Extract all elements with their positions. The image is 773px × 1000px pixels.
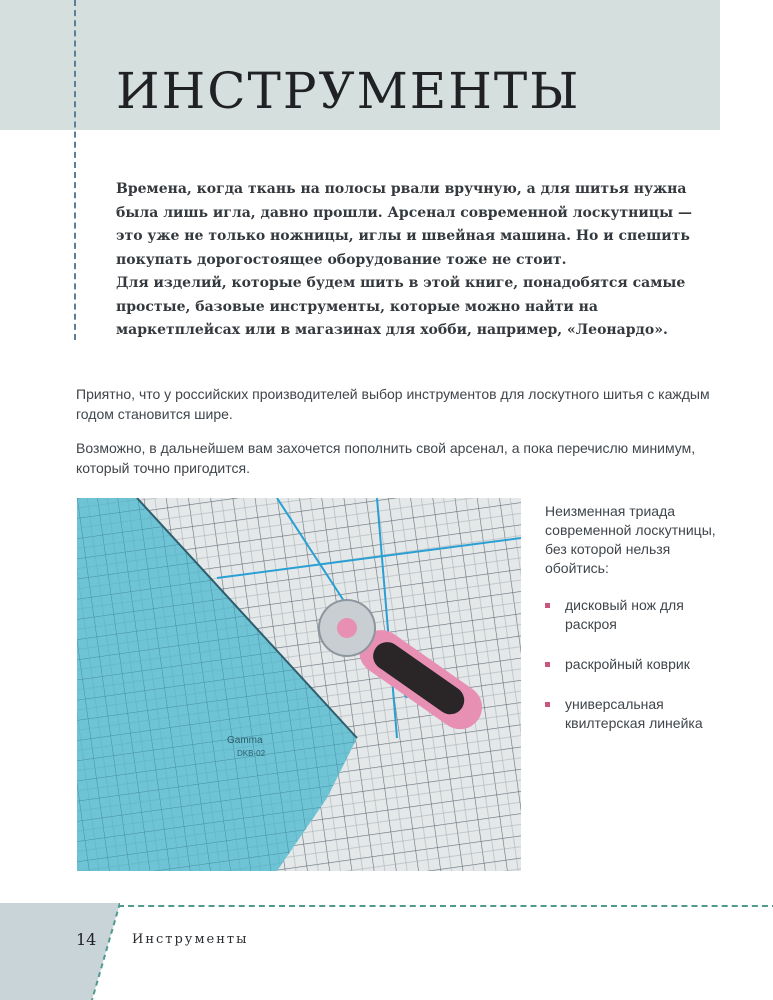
mat-model-label: DKB-02 — [237, 749, 266, 758]
intro-paragraph: Времена, когда ткань на полосы рвали вручную, а для шитья нужна была лишь игла, давно прошли. Арсенал современной лоскутницы — это уже не только ножницы, иглы и швейная машина. Но и спешить покупать дорогостоящее оборудование тоже не стоит. — [116, 181, 693, 268]
tools-illustration — [77, 498, 521, 871]
list-item — [545, 655, 735, 674]
intro-text — [116, 178, 716, 343]
body-text — [76, 384, 726, 492]
intro-paragraph: Для изделий, которые будем шить в этой книге, понадобятся самые простые, базовые инструменты, которые можно найти на маркетплейсах или в магазинах для хобби, например, «Леонардо». — [116, 275, 686, 338]
tools-photo — [77, 498, 521, 871]
list-item — [545, 695, 735, 733]
list-item-label: дисковый нож для раскроя — [565, 597, 684, 632]
mat-brand-label: Gamma — [227, 735, 263, 746]
bullet-icon — [545, 702, 550, 707]
bullet-icon — [545, 662, 550, 667]
page-title: ИНСТРУМЕНТЫ — [116, 62, 581, 120]
body-paragraph: Приятно, что у российских производителей выбор инструментов для лоскутного шитья с каждым годом становится шире. — [76, 386, 710, 422]
running-head: Инструменты — [132, 932, 249, 947]
tools-list — [545, 596, 735, 733]
footer-dashed-rule — [118, 905, 773, 907]
footer-shape — [0, 903, 120, 1000]
list-item — [545, 596, 735, 634]
list-item-label: универсальная квилтерская линейка — [565, 696, 703, 731]
bullet-icon — [545, 603, 550, 608]
sidebar-caption: Неизменная триада современной лоскутницы, без которой нельзя обойтись: — [545, 503, 716, 576]
vertical-dashed-rule — [74, 0, 76, 340]
body-paragraph: Возможно, в дальнейшем вам захочется пополнить свой арсенал, а пока перечислю минимум, который точно пригодится. — [76, 440, 696, 476]
sidebar-caption-block — [545, 502, 735, 754]
page-number: 14 — [76, 930, 97, 949]
list-item-label: раскройный коврик — [565, 656, 690, 672]
